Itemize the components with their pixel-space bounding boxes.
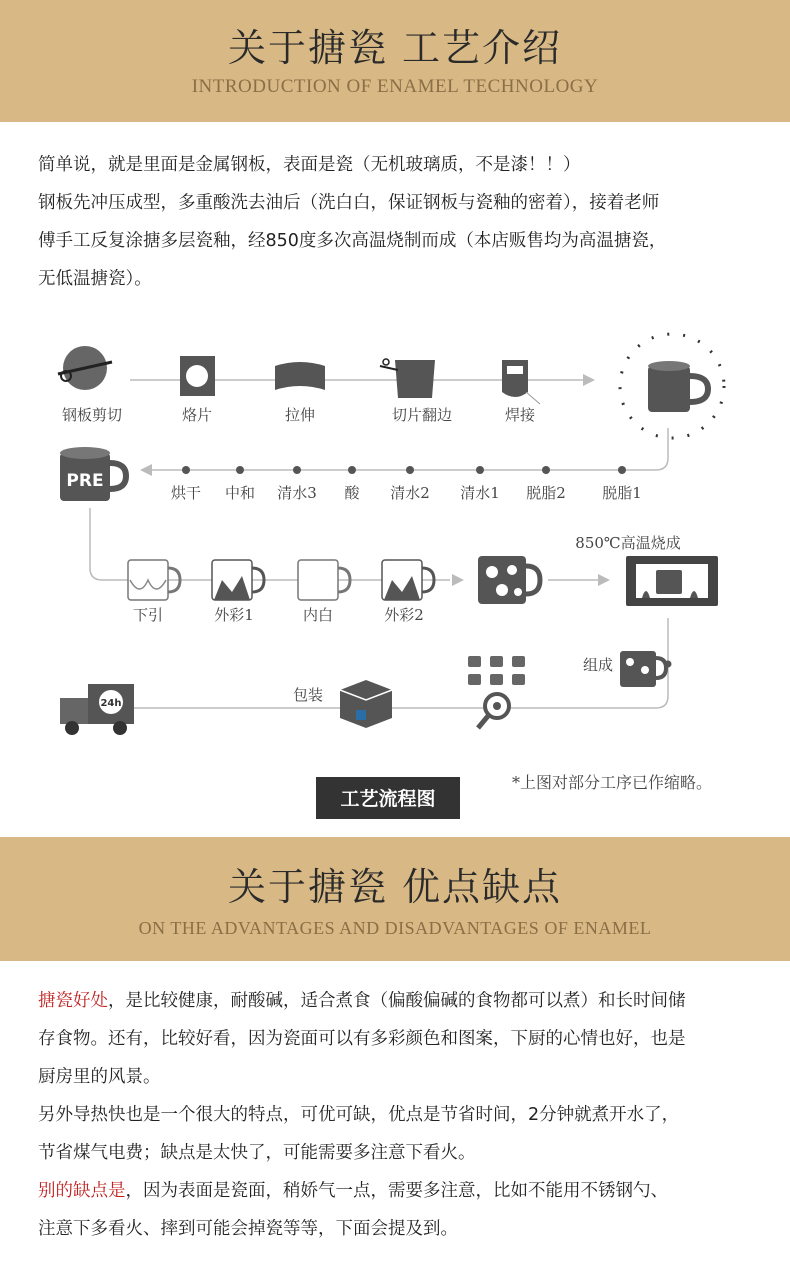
step-label: 外彩1 xyxy=(214,606,254,624)
pros-line: 节省煤气电费；缺点是太快了，可能需要多注意下看火。 xyxy=(38,1143,476,1163)
firing-label: 850℃高温烧成 xyxy=(575,534,681,552)
step-label: 酸 xyxy=(344,484,360,502)
package-box-icon xyxy=(340,680,392,728)
cons-line: 注意下多看火、摔到可能会掉瓷等等，下面会提及到。 xyxy=(38,1219,458,1239)
truck-24h-badge: 24h xyxy=(100,698,122,709)
intro-banner xyxy=(0,0,790,122)
cons-line xyxy=(38,1172,764,1210)
step-label: 拉伸 xyxy=(284,406,316,424)
step-label: 焊接 xyxy=(504,406,536,424)
step-label: 中和 xyxy=(224,484,256,502)
step-label: 切片翻边 xyxy=(391,406,453,424)
row2-labels xyxy=(171,484,642,502)
magnifier-icon xyxy=(478,694,509,728)
assemble-label: 组成 xyxy=(582,656,614,674)
flower-mug-icon xyxy=(478,556,540,604)
flow-note: *上图对部分工序已作缩略。 xyxy=(511,773,713,792)
assembled-mug-icon xyxy=(620,651,672,687)
pros-heading: 搪瓷好处 xyxy=(38,991,108,1011)
step-label: 钢板剪切 xyxy=(61,406,123,424)
flow-svg xyxy=(0,318,790,838)
pre-mug-icon xyxy=(60,447,126,501)
row3-labels xyxy=(133,606,424,624)
weld-cup-icon xyxy=(502,360,540,404)
stretch-sheet-icon xyxy=(275,362,325,390)
intro-title: 关于搪瓷 工艺介绍 xyxy=(227,26,563,70)
intro-line: 简单说，就是里面是金属钢板，表面是瓷（无机玻璃质，不是漆！！） xyxy=(38,155,581,175)
step-label: 脱脂2 xyxy=(526,484,566,502)
pros-cons-title: 关于搪瓷 优点缺点 xyxy=(227,865,563,909)
intro-text xyxy=(38,146,764,298)
intro-line: 钢板先冲压成型，多重酸洗去油后（洗白白，保证钢板与瓷釉的密着），接着老师 xyxy=(38,193,660,213)
cons-text: ，因为表面是瓷面，稍娇气一点，需要多注意，比如不能用不锈钢勺、 xyxy=(125,1181,668,1201)
intro-line: 无低温搪瓷）。 xyxy=(38,269,152,289)
cut-flange-icon xyxy=(380,359,435,398)
step-label: 烙片 xyxy=(181,406,213,424)
cons-heading: 别的缺点是 xyxy=(38,1181,126,1201)
pre-badge: PRE xyxy=(66,471,104,491)
finished-mug-icon xyxy=(620,334,724,438)
step-label: 清水2 xyxy=(390,484,430,502)
intro-line: 傅手工反复涂搪多层瓷釉，经850度多次高温烧制而成（本店贩售均为高温搪瓷， xyxy=(38,231,667,251)
step-label: 下引 xyxy=(132,606,164,624)
process-flow-diagram xyxy=(0,318,790,838)
step-label: 脱脂1 xyxy=(602,484,642,502)
delivery-truck-icon xyxy=(60,684,134,735)
pack-label: 包装 xyxy=(292,686,324,704)
pros-line: 存食物。还有，比较好看，因为瓷面可以有多彩颜色和图案，下厨的心情也好，也是 xyxy=(38,1029,686,1049)
flow-title: 工艺流程图 xyxy=(340,788,436,810)
scissors-disc-icon xyxy=(58,346,112,390)
step-label: 清水3 xyxy=(277,484,317,502)
step-label: 清水1 xyxy=(460,484,500,502)
pros-line: 另外导热快也是一个很大的特点，可优可缺，优点是节省时间，2分钟就煮开水了， xyxy=(38,1105,680,1125)
pros-cons-subtitle: ON THE ADVANTAGES AND DISADVANTAGES OF ENAMEL xyxy=(138,918,652,938)
pros-cons-banner xyxy=(0,837,790,961)
pros-cons-text xyxy=(38,982,764,1248)
pros-line: 厨房里的风景。 xyxy=(38,1067,161,1087)
flow-arrows xyxy=(120,374,610,714)
step-label: 外彩2 xyxy=(384,606,424,624)
row1-labels xyxy=(62,406,535,424)
step-label: 内白 xyxy=(302,606,334,624)
mug-set-icon xyxy=(468,656,525,685)
pros-line xyxy=(38,982,764,1020)
pros-text: ，是比较健康，耐酸碱，适合煮食（偏酸偏碱的食物都可以煮）和长时间储 xyxy=(108,991,686,1011)
blank-sheet-icon xyxy=(180,356,215,396)
intro-subtitle: INTRODUCTION OF ENAMEL TECHNOLOGY xyxy=(191,76,599,97)
step-label: 烘干 xyxy=(170,484,202,502)
kiln-icon xyxy=(626,556,718,606)
